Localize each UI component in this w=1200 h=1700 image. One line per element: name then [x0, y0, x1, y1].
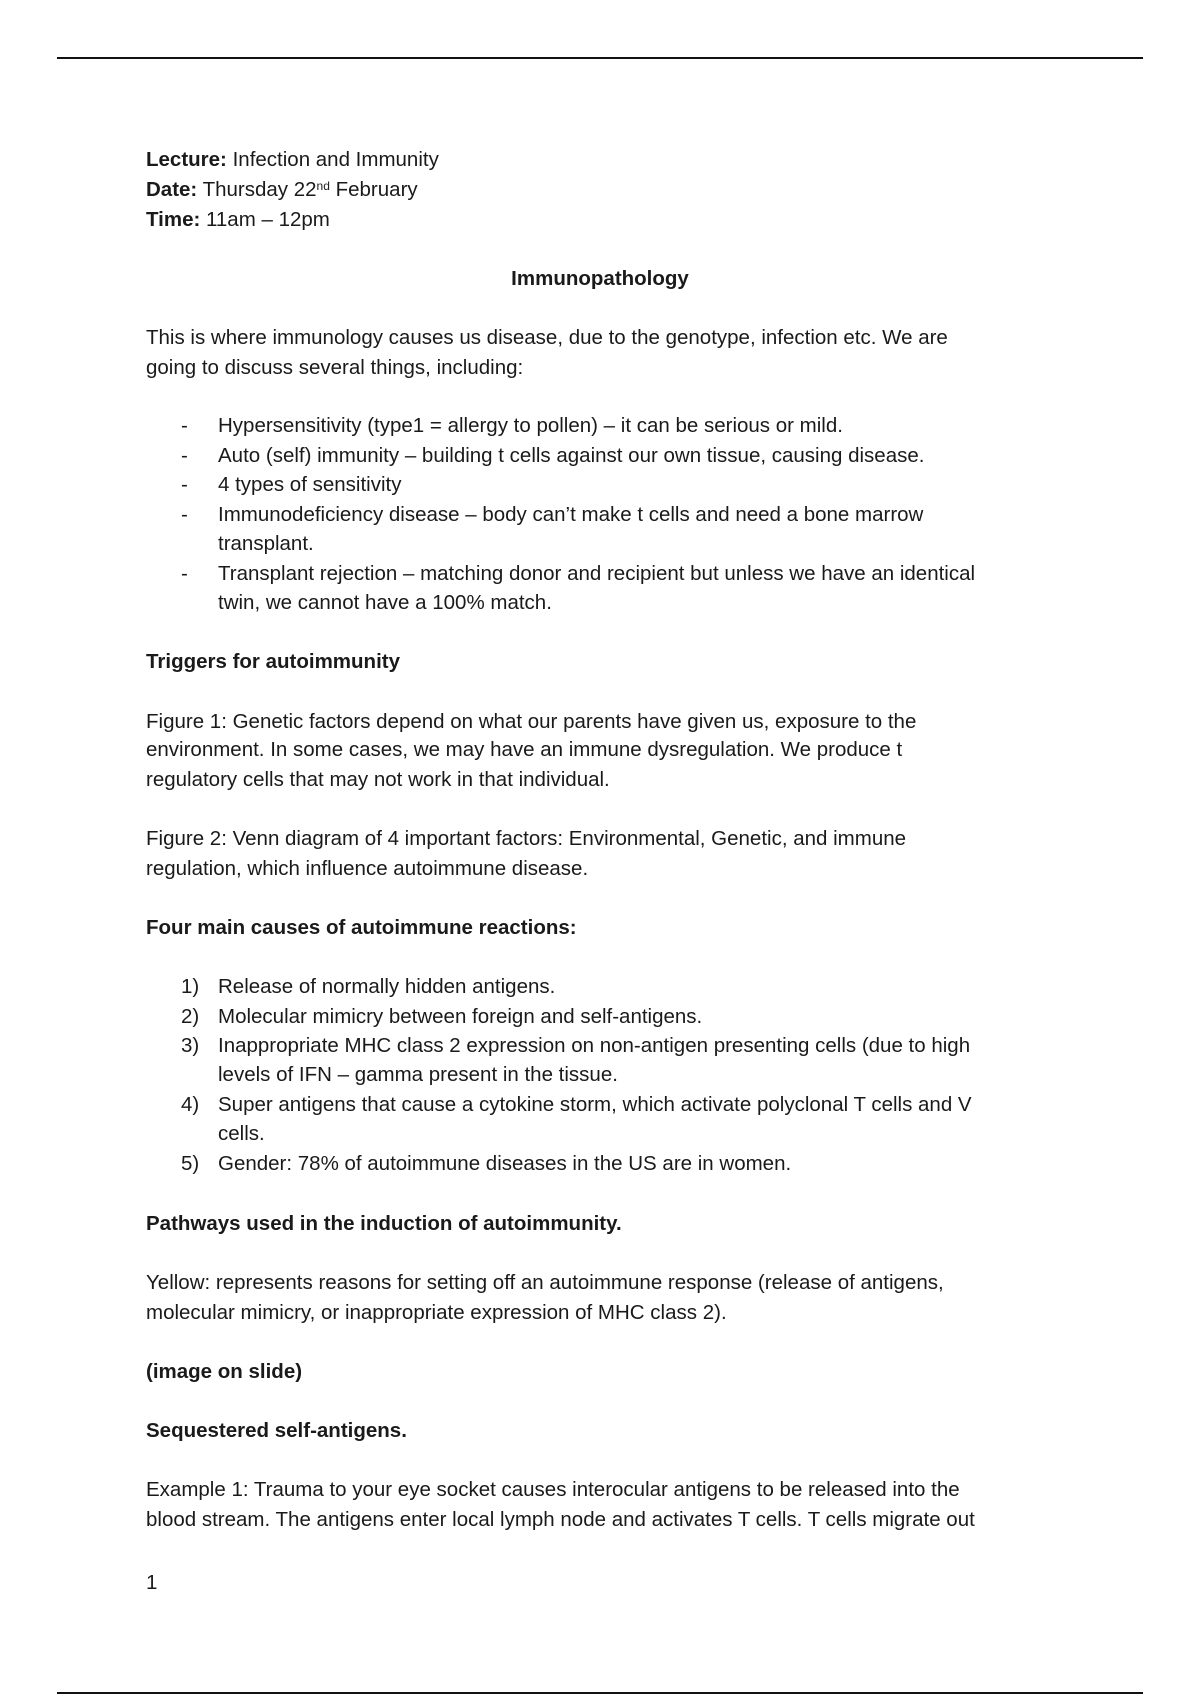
- item-text: Super antigens that cause a cytokine storm, which activate polyclonal T cells and V: [218, 1093, 972, 1116]
- item-text: Release of normally hidden antigens.: [218, 975, 556, 998]
- date-suffix: February: [335, 178, 418, 201]
- yellow-line: molecular mimicry, or inappropriate expression of MHC class 2).: [146, 1301, 727, 1324]
- bullet-mark: -: [181, 414, 188, 437]
- item-text: cells.: [218, 1122, 265, 1145]
- page-number: 1: [146, 1571, 158, 1594]
- bullet-text: transplant.: [218, 532, 314, 555]
- bullet-mark: -: [181, 562, 188, 585]
- image-note: (image on slide): [146, 1360, 303, 1383]
- date-ordinal: nd: [316, 179, 330, 193]
- time-line: [146, 207, 330, 233]
- section-heading-pathways: Pathways used in the induction of autoimmunity.: [146, 1212, 622, 1235]
- bullet-text: Immunodeficiency disease – body can’t make t cells and need a bone marrow: [218, 503, 924, 526]
- item-number: 5): [181, 1152, 200, 1175]
- bullet-mark: -: [181, 444, 188, 467]
- bullet-text: twin, we cannot have a 100% match.: [218, 591, 552, 614]
- item-number: 4): [181, 1093, 200, 1116]
- date-label: Date:: [146, 178, 198, 201]
- figure1-line: regulatory cells that may not work in that individual.: [146, 768, 610, 791]
- bullet-mark: -: [181, 473, 188, 496]
- example1-line: blood stream. The antigens enter local lymph node and activates T cells. T cells migrate out: [146, 1508, 975, 1531]
- lecture-value: Infection and Immunity: [232, 148, 439, 171]
- example1-line: Example 1: Trauma to your eye socket causes interocular antigens to be released into the: [146, 1478, 960, 1501]
- bullet-text: Auto (self) immunity – building t cells against our own tissue, causing disease.: [218, 444, 925, 467]
- item-text: Gender: 78% of autoimmune diseases in the US are in women.: [218, 1152, 792, 1175]
- bullet-text: Transplant rejection – matching donor and recipient but unless we have an identical: [218, 562, 976, 585]
- item-number: 2): [181, 1005, 200, 1028]
- figure2-line: regulation, which influence autoimmune disease.: [146, 857, 589, 880]
- section-heading-sequestered: Sequestered self-antigens.: [146, 1419, 407, 1442]
- item-number: 1): [181, 975, 200, 998]
- top-rule: [57, 57, 1143, 59]
- bullet-text: Hypersensitivity (type1 = allergy to pollen) – it can be serious or mild.: [218, 414, 843, 437]
- lecture-line: [146, 147, 439, 173]
- section-heading-triggers: Triggers for autoimmunity: [146, 650, 400, 673]
- yellow-line: Yellow: represents reasons for setting off an autoimmune response (release of antigens,: [146, 1271, 944, 1294]
- item-number: 3): [181, 1034, 200, 1057]
- figure1-line: Figure 1: Genetic factors depend on what our parents have given us, exposure to the: [146, 710, 917, 733]
- figure1-line: environment. In some cases, we may have an immune dysregulation. We produce t: [146, 738, 903, 761]
- date-line: [146, 177, 418, 203]
- time-value: 11am – 12pm: [206, 208, 330, 231]
- item-text: Inappropriate MHC class 2 expression on non-antigen presenting cells (due to high: [218, 1034, 971, 1057]
- date-prefix: Thursday 22: [202, 178, 317, 201]
- page-title: Immunopathology: [511, 267, 689, 290]
- time-label: Time:: [146, 208, 201, 231]
- intro-line: This is where immunology causes us disease, due to the genotype, infection etc. We are: [146, 326, 948, 349]
- figure2-line: Figure 2: Venn diagram of 4 important factors: Environmental, Genetic, and immune: [146, 827, 907, 850]
- bottom-rule: [57, 1692, 1143, 1694]
- intro-line: going to discuss several things, including:: [146, 356, 524, 379]
- item-text: Molecular mimicry between foreign and self-antigens.: [218, 1005, 703, 1028]
- section-heading-causes: Four main causes of autoimmune reactions:: [146, 916, 577, 939]
- bullet-mark: -: [181, 503, 188, 526]
- bullet-text: 4 types of sensitivity: [218, 473, 402, 496]
- lecture-label: Lecture:: [146, 148, 227, 171]
- item-text: levels of IFN – gamma present in the tissue.: [218, 1063, 618, 1086]
